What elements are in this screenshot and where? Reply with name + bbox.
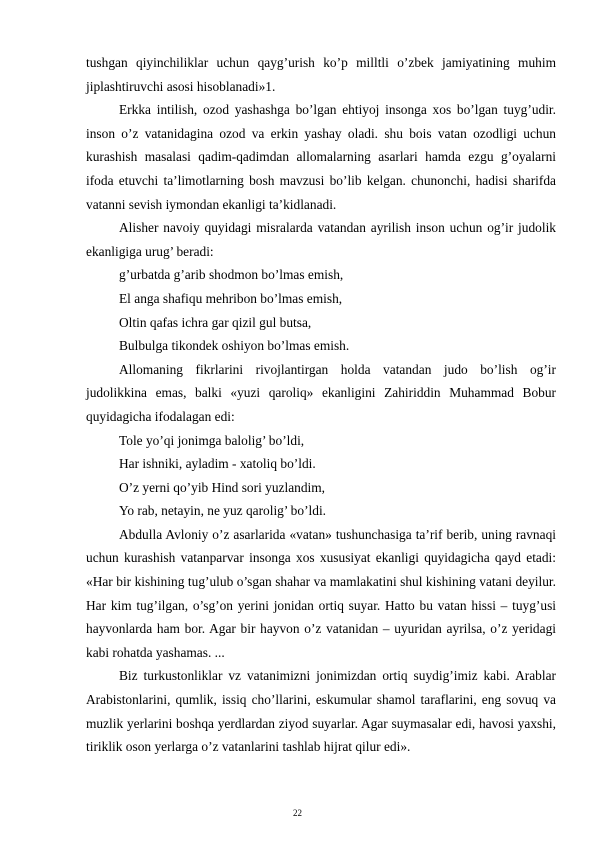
verse-bobur (86, 429, 556, 523)
verse-line: Har ishniki, ayladim - xatoliq bo’ldi. (119, 456, 316, 472)
verse-line: Bulbulga tikondek oshiyon bo’lmas emish. (119, 338, 350, 354)
paragraph-bobur-intro: Allomaning fikrlarini rivojlantirgan holda vatandan judo bo’lish og’ir judolikkina emas, balki «yuzi qaroliq» ekanligini Zahiriddin Muhammad Bobur quyidagicha ifodalagan edi: (86, 361, 556, 424)
verse-line: O’z yerni qo’yib Hind sori yuzlandim, (119, 479, 326, 495)
verse-navoiy (86, 263, 556, 357)
paragraph-avloniy: Abdulla Avloniy o’z asarlarida «vatan» tushunchasiga ta’rif berib, uning ravnaqi uchun kurashish vatanparvar insonga xos xususiyat ekanligi quyidagicha qayd etadi: «Har bir kishining tug’ulub o’sgan shahar va mamlakatini shul kishining vatani deyilur. Har kim tug’ilgan, o’sg’on yerini jonidan ortiq suyar. Hatto bu vatan hissi – tuyg’usi hayvonlarda ham bor. Agar bir hayvon o’z vatanidan – uyuridan ayrilsa, o’z yeridagi kabi rohatda yashamas. ... (86, 526, 556, 660)
verse-line: El anga shafiqu mehribon bo’lmas emish, (119, 290, 343, 306)
document-body (86, 51, 556, 759)
verse-line: Tole yo’qi jonimga balolig’ bo’ldi, (119, 432, 305, 448)
paragraph-freedom: Erkka intilish, ozod yashashga bo’lgan ehtiyoj insonga xos bo’lgan tuyg’udir. inson o’z vatanidagina ozod va erkin yashay oladi. shu bois vatan ozodligi uchun kurashish masalasi qadim-qadimdan allomalarning asarlari hamda ezgu g’oyalarni ifoda etuvchi ta’limotlarning bosh mavzusi bo’lib kelgan. chunonchi, hadisi sharifda vatanni sevish iymondan ekanligi ta’kidlanadi. (86, 102, 556, 212)
verse-line: Oltin qafas ichra gar qizil gul butsa, (119, 314, 312, 330)
verse-line: g’urbatda g’arib shodmon bo’lmas emish, (119, 267, 344, 283)
paragraph-turkistan: Biz turkustonliklar vz vatanimizni jonimizdan ortiq suydig’imiz kabi. Arablar Arabistonlarini, qumlik, issiq cho’llarini, eskumular shamol taraflarini, eng sovuq va muzlik yerlarini boshqa yerdlardan ziyod suyarlar. Agar suymasalar edi, havosi yaxshi, tiriklik oson yerlarga o’z vatanlarini tashlab hijrat qilur edi». (86, 668, 556, 755)
verse-line: Yo rab, netayin, ne yuz qarolig’ bo’ldi. (119, 503, 327, 519)
paragraph-navoiy-intro: Alisher navoiy quyidagi misralarda vatandan ayrilish inson uchun og’ir judolik ekanligiga urug’ beradi: (86, 220, 556, 259)
page-number: 22 (293, 808, 302, 818)
paragraph-continuation: tushgan qiyinchiliklar uchun qayg’urish ko’p milltli o’zbek jamiyatining muhim jiplashtiruvchi asosi hisoblanadi»1. (86, 55, 556, 94)
